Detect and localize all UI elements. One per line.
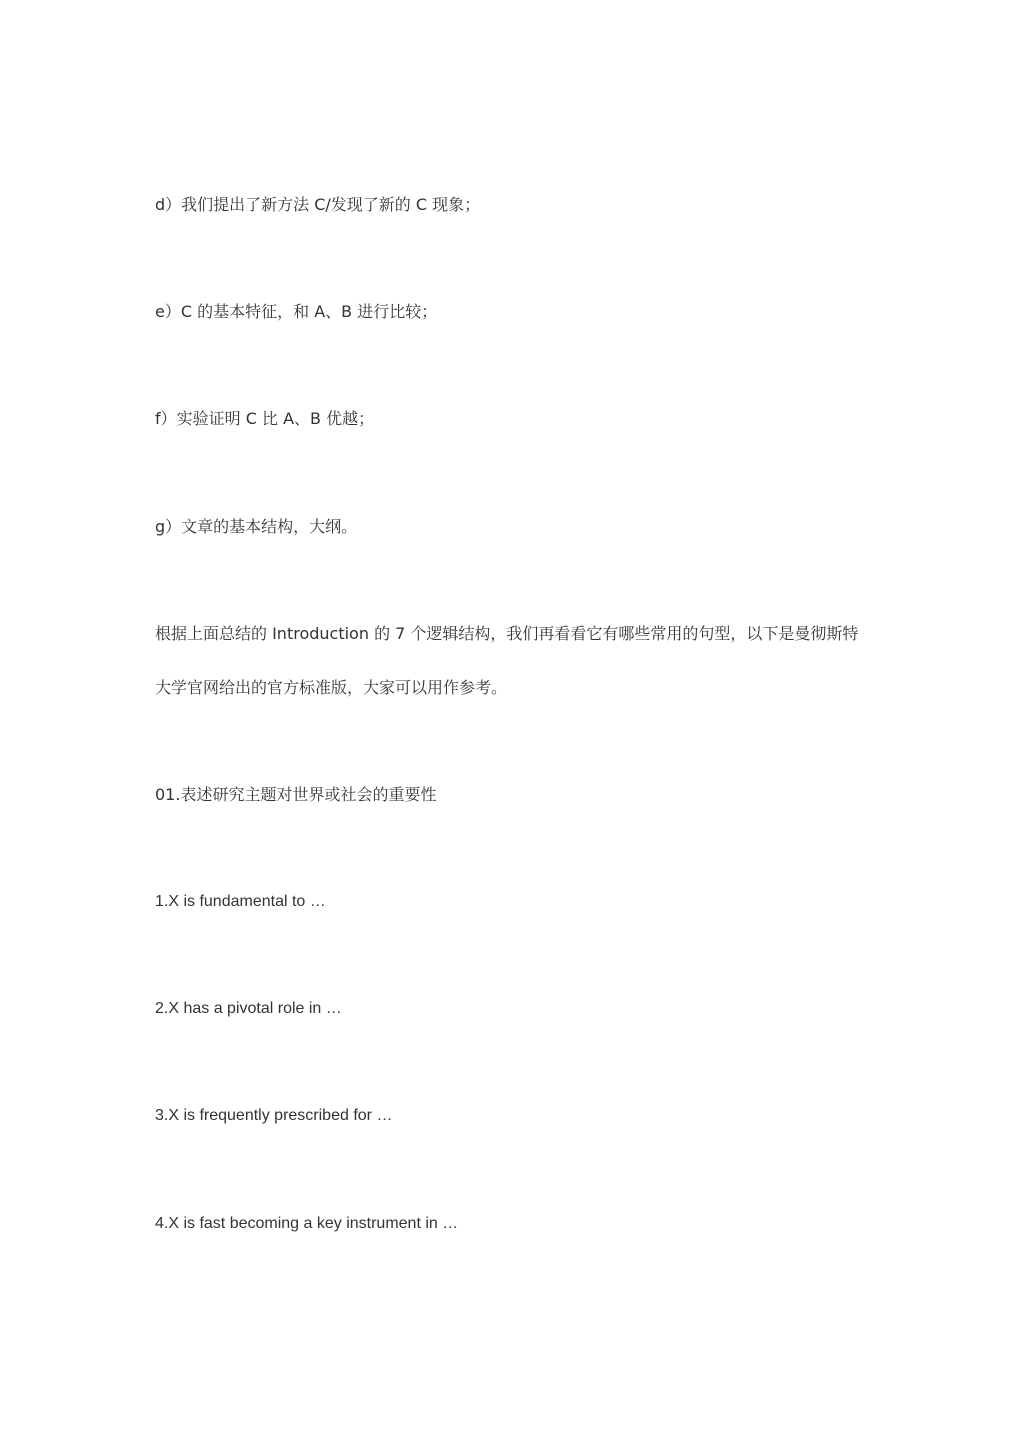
phrase-1: 1.X is fundamental to … [155, 893, 326, 910]
list-item-e: e）C 的基本特征，和 A、B 进行比较； [155, 302, 438, 321]
intro-paragraph-line-2: 大学官网给出的官方标准版，大家可以用作参考。 [155, 678, 508, 697]
list-item-g: g）文章的基本结构，大纲。 [155, 517, 358, 536]
list-item-d: d）我们提出了新方法 C/发现了新的 C 现象； [155, 195, 481, 214]
phrase-2: 2.X has a pivotal role in … [155, 1000, 342, 1017]
list-item-f: f）实验证明 C 比 A、B 优越； [155, 409, 375, 428]
section-heading: 01.表述研究主题对世界或社会的重要性 [155, 785, 437, 804]
phrase-4: 4.X is fast becoming a key instrument in … [155, 1215, 459, 1232]
phrase-3: 3.X is frequently prescribed for … [155, 1107, 393, 1124]
intro-paragraph-line-1: 根据上面总结的 Introduction 的 7 个逻辑结构，我们再看看它有哪些常用的句型，以下是曼彻斯特 [155, 624, 859, 643]
